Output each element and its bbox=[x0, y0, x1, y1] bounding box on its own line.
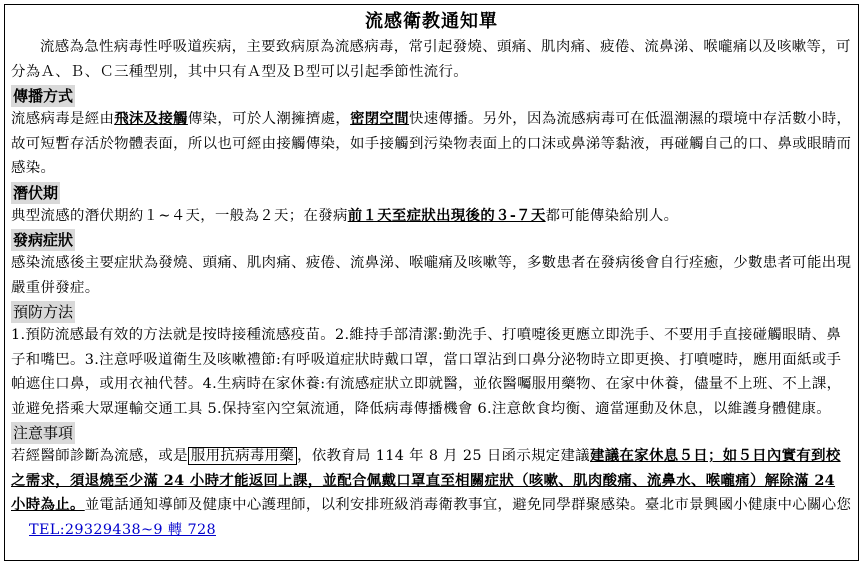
intro-paragraph: 流感為急性病毒性呼吸道疾病，主要致病原為流感病毒，常引起發燒、頭痛、肌肉痛、疲倦、流鼻涕、喉嚨痛以及咳嗽等，可分為Ａ、Ｂ、Ｃ三種型別，其中只有Ａ型及Ｂ型可以引起季節性流行。 bbox=[11, 39, 851, 80]
symptoms-paragraph: 感染流感後主要症狀為發燒、頭痛、肌肉痛、疲倦、流鼻涕、喉嚨痛及咳嗽等，多數患者在發病後會自行痊癒，少數患者可能出現嚴重併發症。 bbox=[11, 255, 852, 296]
transmission-text-3: 快速傳播。另外，因為流感病毒可在低溫潮濕的環境中存活數小時，故可短暫存活於物體表面，所以也可經由接觸傳染，如手接觸到污染物表面上的口沫或鼻涕等黏液，再碰觸自己的口、鼻或眼睛而感染。 bbox=[11, 111, 852, 176]
incubation-emphasis: 前１天至症狀出現後的３-７天 bbox=[347, 206, 546, 224]
transmission-text-1: 流感病毒是經由 bbox=[11, 111, 115, 127]
notice-text-2: ，依教育局 114 年 8 月 25 日函示規定建議 bbox=[297, 448, 591, 464]
incubation-paragraph bbox=[11, 204, 852, 229]
section-heading-transmission: 傳播方式 bbox=[13, 87, 74, 105]
notice-emphasis: 建議在家休息５日；如５日內實有到校之需求，須退燒至少滿 24 小時才能返回上課，並配合佩戴口罩直至相關症狀（咳嗽、肌肉酸痛、流鼻水、喉嚨痛）解除滿 24 小時為止。 bbox=[11, 447, 841, 513]
transmission-text-2: 傳染，可於人潮擁擠處， bbox=[187, 111, 351, 127]
section-heading-notice: 注意事項 bbox=[13, 424, 74, 442]
notice-paragraph bbox=[11, 444, 852, 542]
antiviral-boxed-label: 服用抗病毒用藥 bbox=[188, 447, 297, 465]
section-heading-prevention: 預防方法 bbox=[13, 303, 74, 321]
section-heading-incubation: 潛伏期 bbox=[13, 183, 59, 202]
incubation-text-2: 都可能傳染給別人。 bbox=[545, 207, 679, 224]
notice-text-1: 若經醫師診斷為流感，或是 bbox=[11, 448, 188, 464]
prevention-paragraph: 1.預防流感最有效的方法就是按時接種流感疫苗。2.維持手部清潔:勤洗手、打噴嚏後更應立即洗手、不要用手直接碰觸眼睛、鼻子和嘴巴。3.注意呼吸道衛生及咳嗽禮節:有呼吸道症狀時戴口罩，當口罩沾到口鼻分泌物時立即更換、打噴嚏時，應用面紙或手帕遮住口鼻，或用衣袖代替。4.生病時在家休養:有流感症狀立即就醫，並依醫囑服用藥物、在家中休養，儘量不上班、不上課，並避免搭乘大眾運輸交通工具 5.保持室內空氣流通，降低病毒傳播機會 6.注意飲食均衡、適當運動及休息，以維護身體健康。 bbox=[11, 327, 842, 417]
page-title: 流感衛教通知單 bbox=[365, 11, 498, 32]
transmission-emphasis-1: 飛沫及接觸 bbox=[114, 110, 188, 127]
notice-text-3: 並電話通知導師及健康中心護理師，以利安排班級消毒衛教事宜，避免同學群聚感染。臺北市景興國小健康中心關心您 bbox=[84, 497, 852, 513]
incubation-text-1: 典型流感的潛伏期約１∼４天，一般為２天；在發病 bbox=[11, 207, 348, 224]
section-heading-symptoms: 發病症狀 bbox=[13, 231, 74, 249]
notice-sheet bbox=[4, 4, 859, 561]
transmission-paragraph bbox=[11, 107, 852, 181]
contact-phone-link[interactable]: TEL:29329438~9 轉 728 bbox=[29, 521, 216, 538]
transmission-emphasis-2: 密閉空間 bbox=[350, 110, 410, 127]
